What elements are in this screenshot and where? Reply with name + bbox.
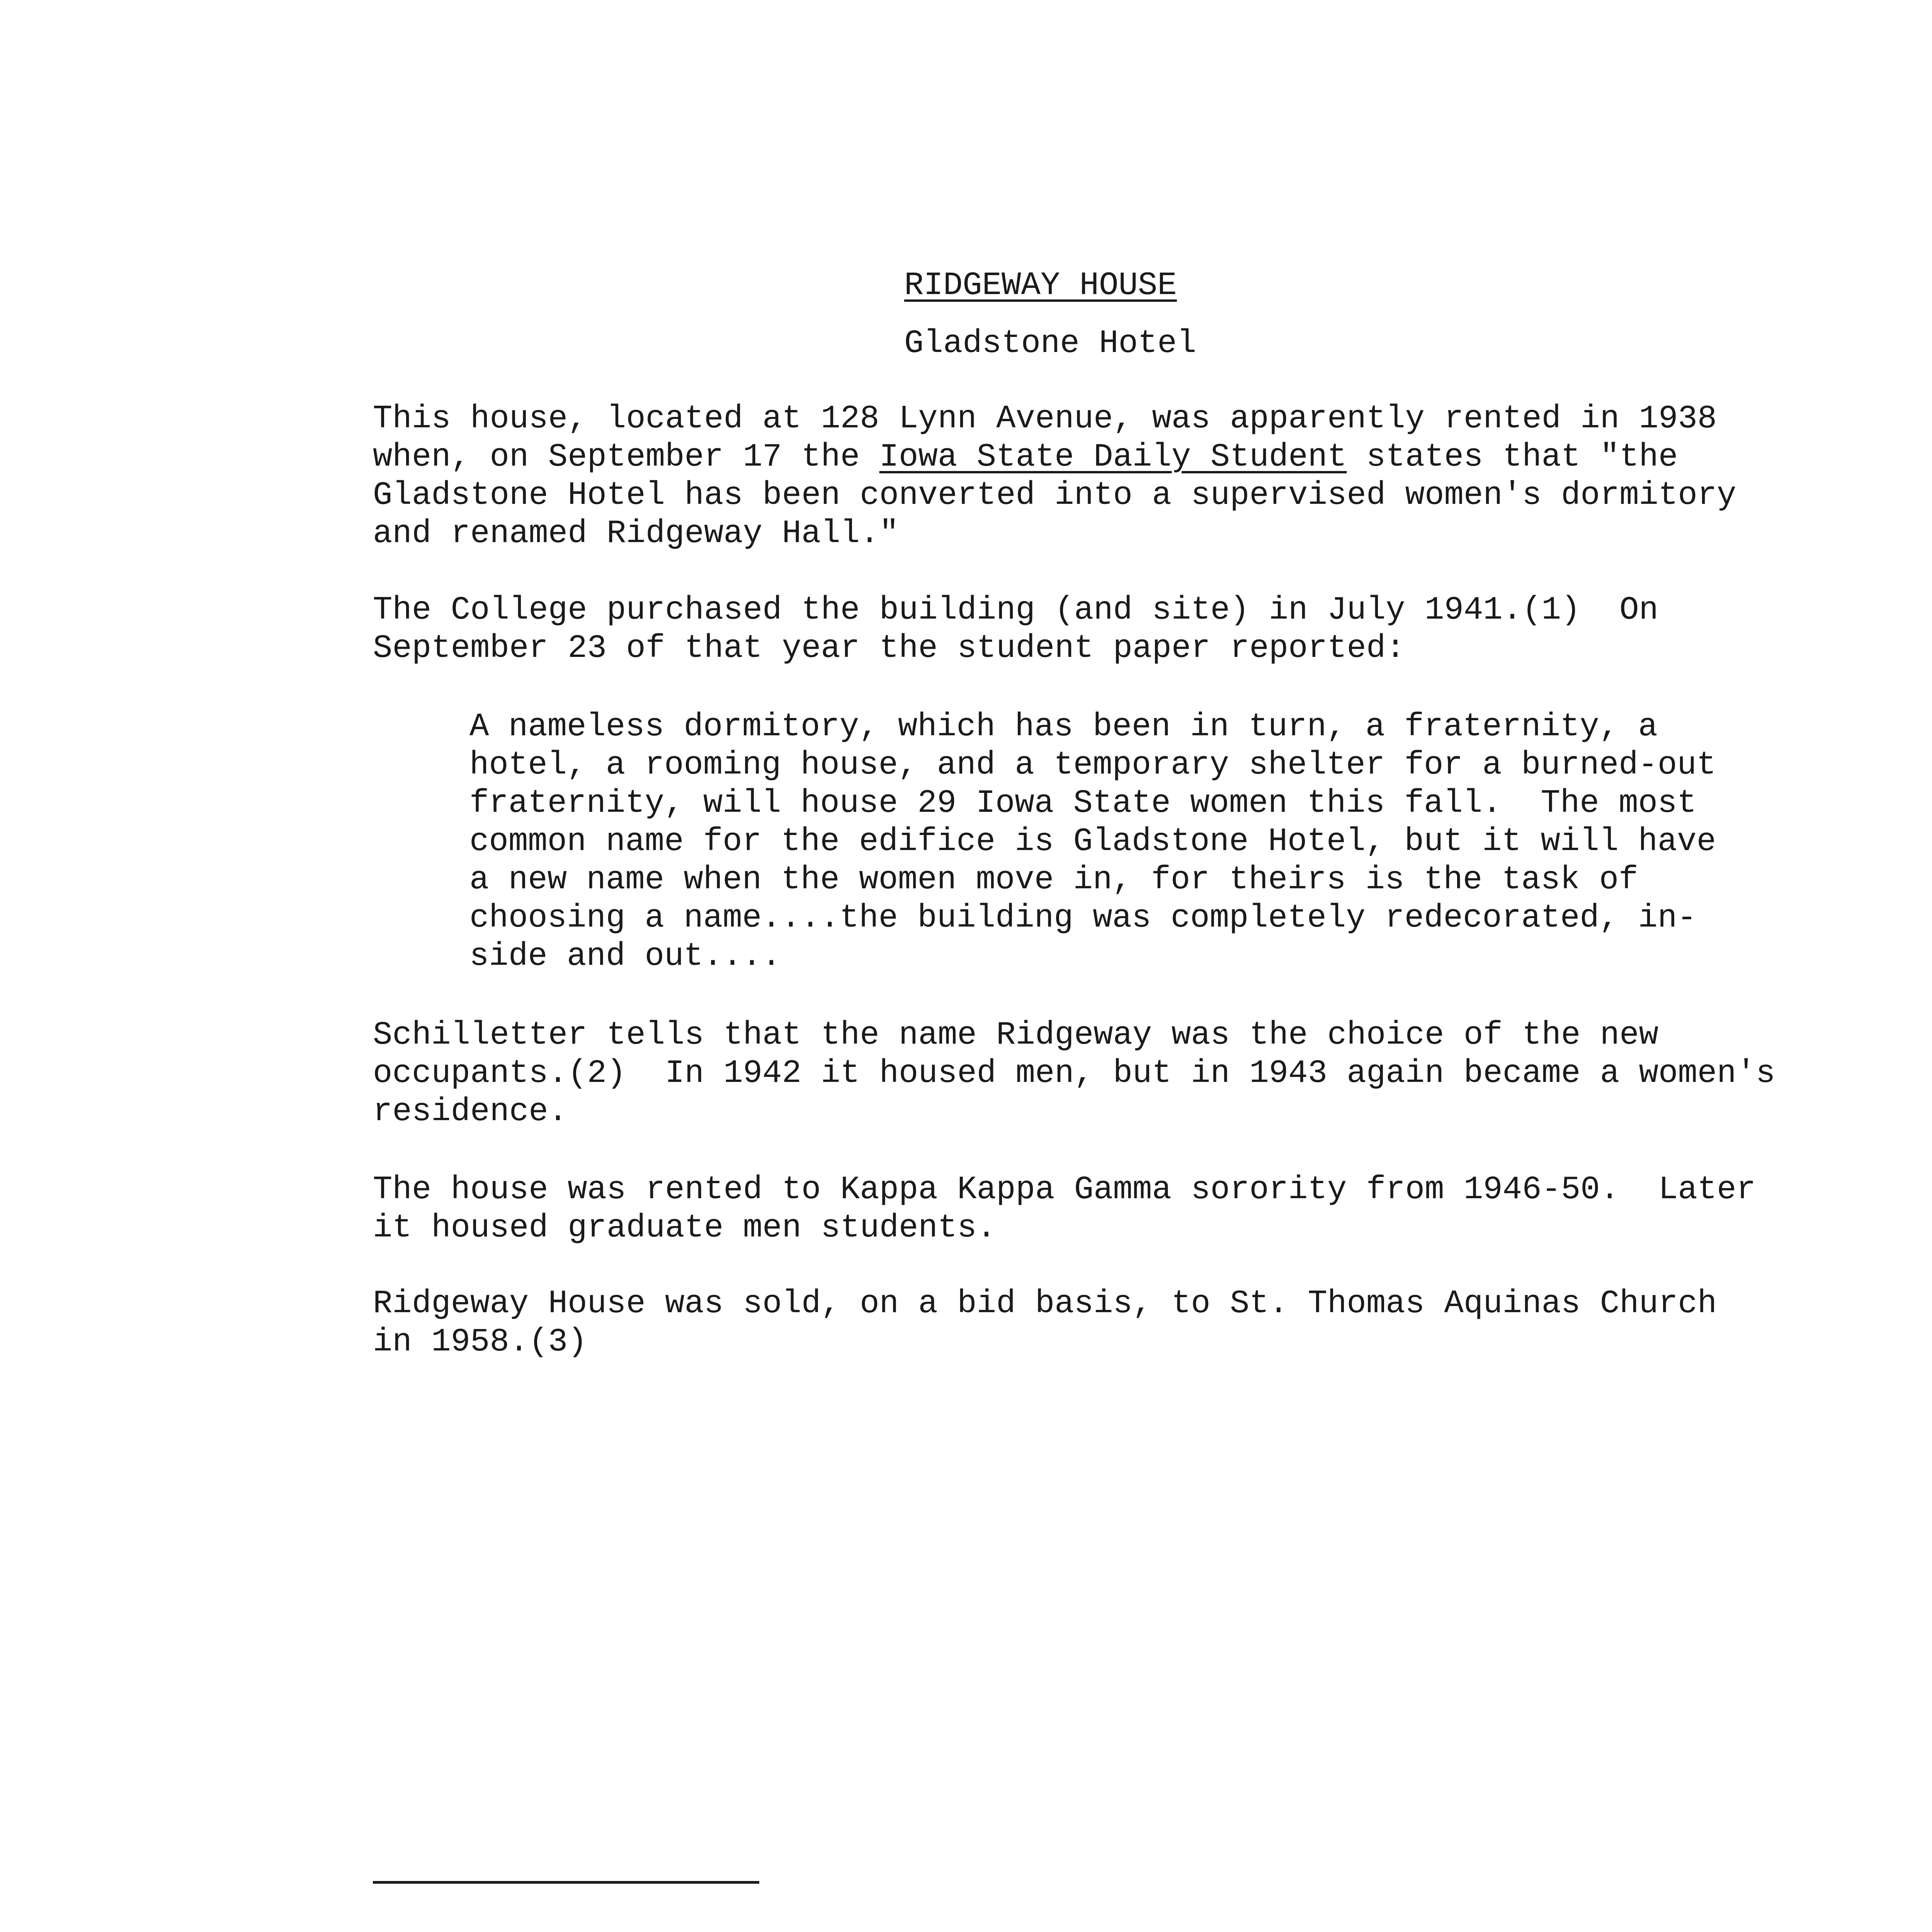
quote-line: side and out.... (469, 938, 781, 975)
quote-line: A nameless dormitory, which has been in turn, a fraternity, a (469, 709, 1658, 745)
footnote (381, 1920, 1311, 1932)
paragraph-3 (373, 1016, 1803, 1131)
paragraph-4 (373, 1171, 1803, 1247)
paragraph-line: and renamed Ridgeway Hall." (373, 515, 899, 552)
quote-line: common name for the edifice is Gladstone Hotel, but it will have (469, 823, 1716, 860)
paragraph-line: in 1958.(3) (373, 1324, 587, 1361)
paragraph-1 (373, 400, 1803, 553)
paragraph-line: residence. (373, 1094, 568, 1130)
paragraph-line (373, 438, 1803, 476)
quote-line: choosing a name....the building was completely redecorated, in- (469, 900, 1697, 937)
page-title: RIDGEWAY HOUSE (904, 267, 1177, 304)
paragraph-line: September 23 of that year the student paper reported: (373, 630, 1405, 667)
page-subtitle: Gladstone Hotel (904, 325, 1197, 362)
paragraph-line: The house was rented to Kappa Kappa Gamma sorority from 1946-50. Later (373, 1172, 1756, 1208)
publication-title: Iowa State Daily Student (879, 439, 1347, 476)
paragraph-line: This house, located at 128 Lynn Avenue, was apparently rented in 1938 (373, 401, 1717, 437)
paragraph-line: Ridgeway House was sold, on a bid basis, to St. Thomas Aquinas Church (373, 1286, 1717, 1322)
paragraph-line: Schilletter tells that the name Ridgeway was the choice of the new (373, 1017, 1658, 1054)
paragraph-2 (373, 591, 1803, 668)
quote-line: a new name when the women move in, for theirs is the task of (469, 862, 1638, 898)
footnote-divider (373, 1881, 759, 1884)
paragraph-line: Gladstone Hotel has been converted into a supervised women's dormitory (373, 477, 1736, 514)
paragraph-line: The College purchased the building (and site) in July 1941.(1) On (373, 592, 1658, 629)
paragraph-line: occupants.(2) In 1942 it housed men, but in 1943 again became a women's (373, 1055, 1776, 1092)
text-fragment: when, on September 17 the (373, 439, 879, 476)
quote-line: fraternity, will house 29 Iowa State women this fall. The most (469, 785, 1697, 822)
paragraph-line: it housed graduate men students. (373, 1210, 997, 1247)
text-fragment: states that "the (1347, 439, 1678, 476)
block-quote (469, 708, 1745, 976)
quote-line: hotel, a rooming house, and a temporary shelter for a burned-out (469, 747, 1716, 784)
paragraph-5 (373, 1285, 1803, 1361)
